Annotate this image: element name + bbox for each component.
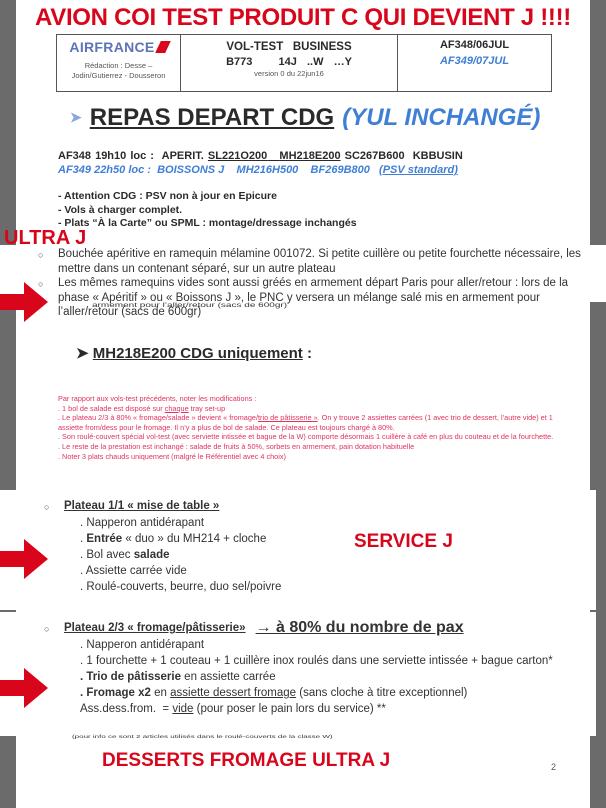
airfrance-logo	[57, 39, 180, 55]
plateau-item: . Napperon antidérapant	[80, 517, 205, 529]
version-label: version 0 du 22jun16	[254, 69, 324, 78]
notes-list	[58, 190, 357, 231]
bullet-item	[38, 247, 598, 276]
arrow-bullet-icon: ➤	[70, 109, 82, 125]
code-item: MH216H500	[236, 164, 299, 176]
circle-bullet-icon: ○	[44, 502, 50, 512]
redaction-line-2: Jodin/Gutierrez - Dousseron	[71, 71, 166, 80]
red-arrow-icon	[0, 282, 50, 322]
cabin-config: 14J ..W …Y	[278, 56, 352, 68]
service-j-label: SERVICE J	[354, 531, 453, 552]
aircraft-type: B773	[226, 56, 253, 68]
redaction-line-1: Rédaction : Desse –	[84, 61, 153, 70]
arrow-bullet-icon: ➤	[76, 345, 93, 362]
ultra-j-bullets	[38, 247, 598, 320]
modification-line: Par rapport aux vols-test précédents, noter les modifications :	[58, 394, 257, 403]
service-j-panel	[0, 490, 596, 610]
header-cell-logo	[57, 35, 181, 91]
desserts-fromage-label: DESSERTS FROMAGE ULTRA J	[102, 750, 391, 771]
plateau-item: . Bol avec salade	[80, 549, 170, 561]
bullet-text: Les mêmes ramequins vides sont aussi gréés en armement départ Paris pour aller/retour : lors de la phase « Apéritif » ou « Boissons J », le PNC y versera un mélange salé mis en armement pour l’aller/retour (sacs de 600gr)	[58, 277, 569, 318]
codes-af348-label: AF348 19h10 loc :	[58, 150, 154, 162]
plateau-2-3-highlight: → à 80% du nombre de pax	[255, 619, 464, 636]
plateau-item: Ass.dess.from. = vide (pour poser le pain lors du service) **	[80, 703, 386, 715]
note-item: - Attention CDG : PSV non à jour en Epicure	[58, 190, 277, 202]
plateau-1-1	[44, 498, 281, 595]
plateau-1-1-title: Plateau 1/1 « mise de table »	[64, 500, 220, 512]
note-item: - Plats “À la Carte” ou SPML : montage/dressage inchangés	[58, 217, 357, 229]
modifications-note	[58, 394, 578, 461]
modification-line: . Son roulé-couvert spécial vol-test (avec serviette intissée et bague de la W) comporte désormais 1 cuillère à café en plus du couteau et de la fourchette.	[58, 432, 554, 442]
circle-bullet-icon: ○	[38, 250, 44, 260]
codes-af349	[58, 164, 458, 176]
code-item: BF269B800	[310, 164, 370, 176]
plateau-2-3-header	[44, 620, 592, 637]
red-arrow-icon	[0, 539, 50, 579]
plateau-item: . Fromage x2 en assiette dessert fromage (sans cloche à titre exceptionnel)	[80, 687, 468, 699]
mh218-title-colon: :	[302, 345, 312, 362]
plateau-2-3-panel	[0, 612, 596, 736]
plateau-2-3-title: Plateau 2/3 « fromage/pâtisserie»	[64, 622, 246, 634]
page-number: 2	[551, 762, 557, 772]
code-item-psv: (PSV standard)	[379, 164, 458, 176]
airfrance-slash-icon	[155, 41, 171, 53]
code-item: BOISSONS J	[157, 164, 225, 176]
bullet-item	[38, 276, 598, 320]
mh218-title	[76, 344, 312, 362]
note-item: - Vols à charger complet.	[58, 203, 183, 216]
flight-inbound: AF349/07JUL	[439, 55, 510, 67]
mh218-title-text: MH218E200 CDG uniquement	[92, 345, 303, 362]
redaction-credit	[57, 61, 180, 81]
plateau-item: . Entrée « duo » du MH214 + cloche	[80, 533, 267, 545]
header-cell-flights	[398, 35, 551, 91]
code-item: SC267B600	[344, 150, 405, 162]
plateau-2-3	[44, 620, 592, 717]
codes-af349-label: AF349 22h50 loc :	[58, 164, 151, 176]
codes-af348	[58, 150, 463, 162]
circle-bullet-icon: ○	[44, 624, 50, 634]
modification-line: . Le plateau 2/3 à 80% « fromage/salade » devient « fromage/trio de pâtisserie ». On y trouve 2 assiettes carrées (1 avec trio de dessert, l’autre vide) et 1 assiette from/dess pour le fromage. Il n’y a plus de bol de salade. Ce plateau est toujours chargé à 80%.	[58, 413, 553, 432]
plateau-item: . Roulé-couverts, beurre, duo sel/poivre	[80, 581, 282, 593]
bullet-text: Bouchée apéritive en ramequin mélamine 001072. Si petite cuillère ou petite fourchette nécessaire, les mettre dans un contenant séparé, sur un autre plateau	[58, 248, 581, 275]
plateau-2-3-items	[44, 637, 592, 717]
circle-bullet-icon: ○	[38, 279, 44, 289]
partially-hidden-line: armement pour l’aller/retour (sacs de 600gr)	[92, 302, 288, 309]
plateau-item: . Napperon antidérapant	[80, 639, 205, 651]
modification-line: . Noter 3 plats chauds uniquement (malgré le Référentiel avec 4 choix)	[58, 451, 286, 461]
airfrance-logo-text: AIRFRANCE	[69, 39, 155, 55]
section-title-sub: (YUL INCHANGÉ)	[342, 104, 541, 131]
section-title	[70, 104, 540, 132]
code-item: APERIT.	[161, 150, 204, 162]
aircraft-config	[181, 56, 397, 68]
header-table	[56, 34, 552, 92]
annotation-banner-title: AVION COI TEST PRODUIT C QUI DEVIENT J !!!!	[34, 4, 571, 31]
ultra-j-label: ULTRA J	[4, 227, 87, 249]
section-title-main: REPAS DEPART CDG	[89, 104, 335, 131]
code-item-underlined: SL221O200 MH218E200	[207, 150, 341, 162]
modification-line: . Le reste de la prestation est inchangé : salade de fruits à 50%, sorbets en armement, pain dotation habituelle	[58, 441, 415, 451]
vol-test-label: VOL-TEST BUSINESS	[226, 41, 352, 53]
plateau-item: . Assiette carrée vide	[80, 565, 187, 577]
plateau-1-1-items	[44, 515, 281, 595]
code-item: KBBUSIN	[412, 150, 463, 162]
red-arrow-icon	[0, 668, 50, 708]
flight-outbound: AF348/06JUL	[439, 39, 510, 51]
modification-line: . 1 bol de salade est disposé sur chaque tray set-up	[58, 403, 226, 413]
plateau-1-1-header	[44, 498, 281, 515]
header-cell-flight-info	[181, 35, 398, 91]
plateau-item: . Trio de pâtisserie en assiette carrée	[80, 671, 276, 683]
plateau-item: . 1 fourchette + 1 couteau + 1 cuillère inox roulés dans une serviette intissée + bague carton*	[80, 655, 553, 667]
footnote-partially-hidden: (pour info ce sont 2 articles utilisés dans le roulé-couverts de la classe W)	[72, 734, 333, 739]
